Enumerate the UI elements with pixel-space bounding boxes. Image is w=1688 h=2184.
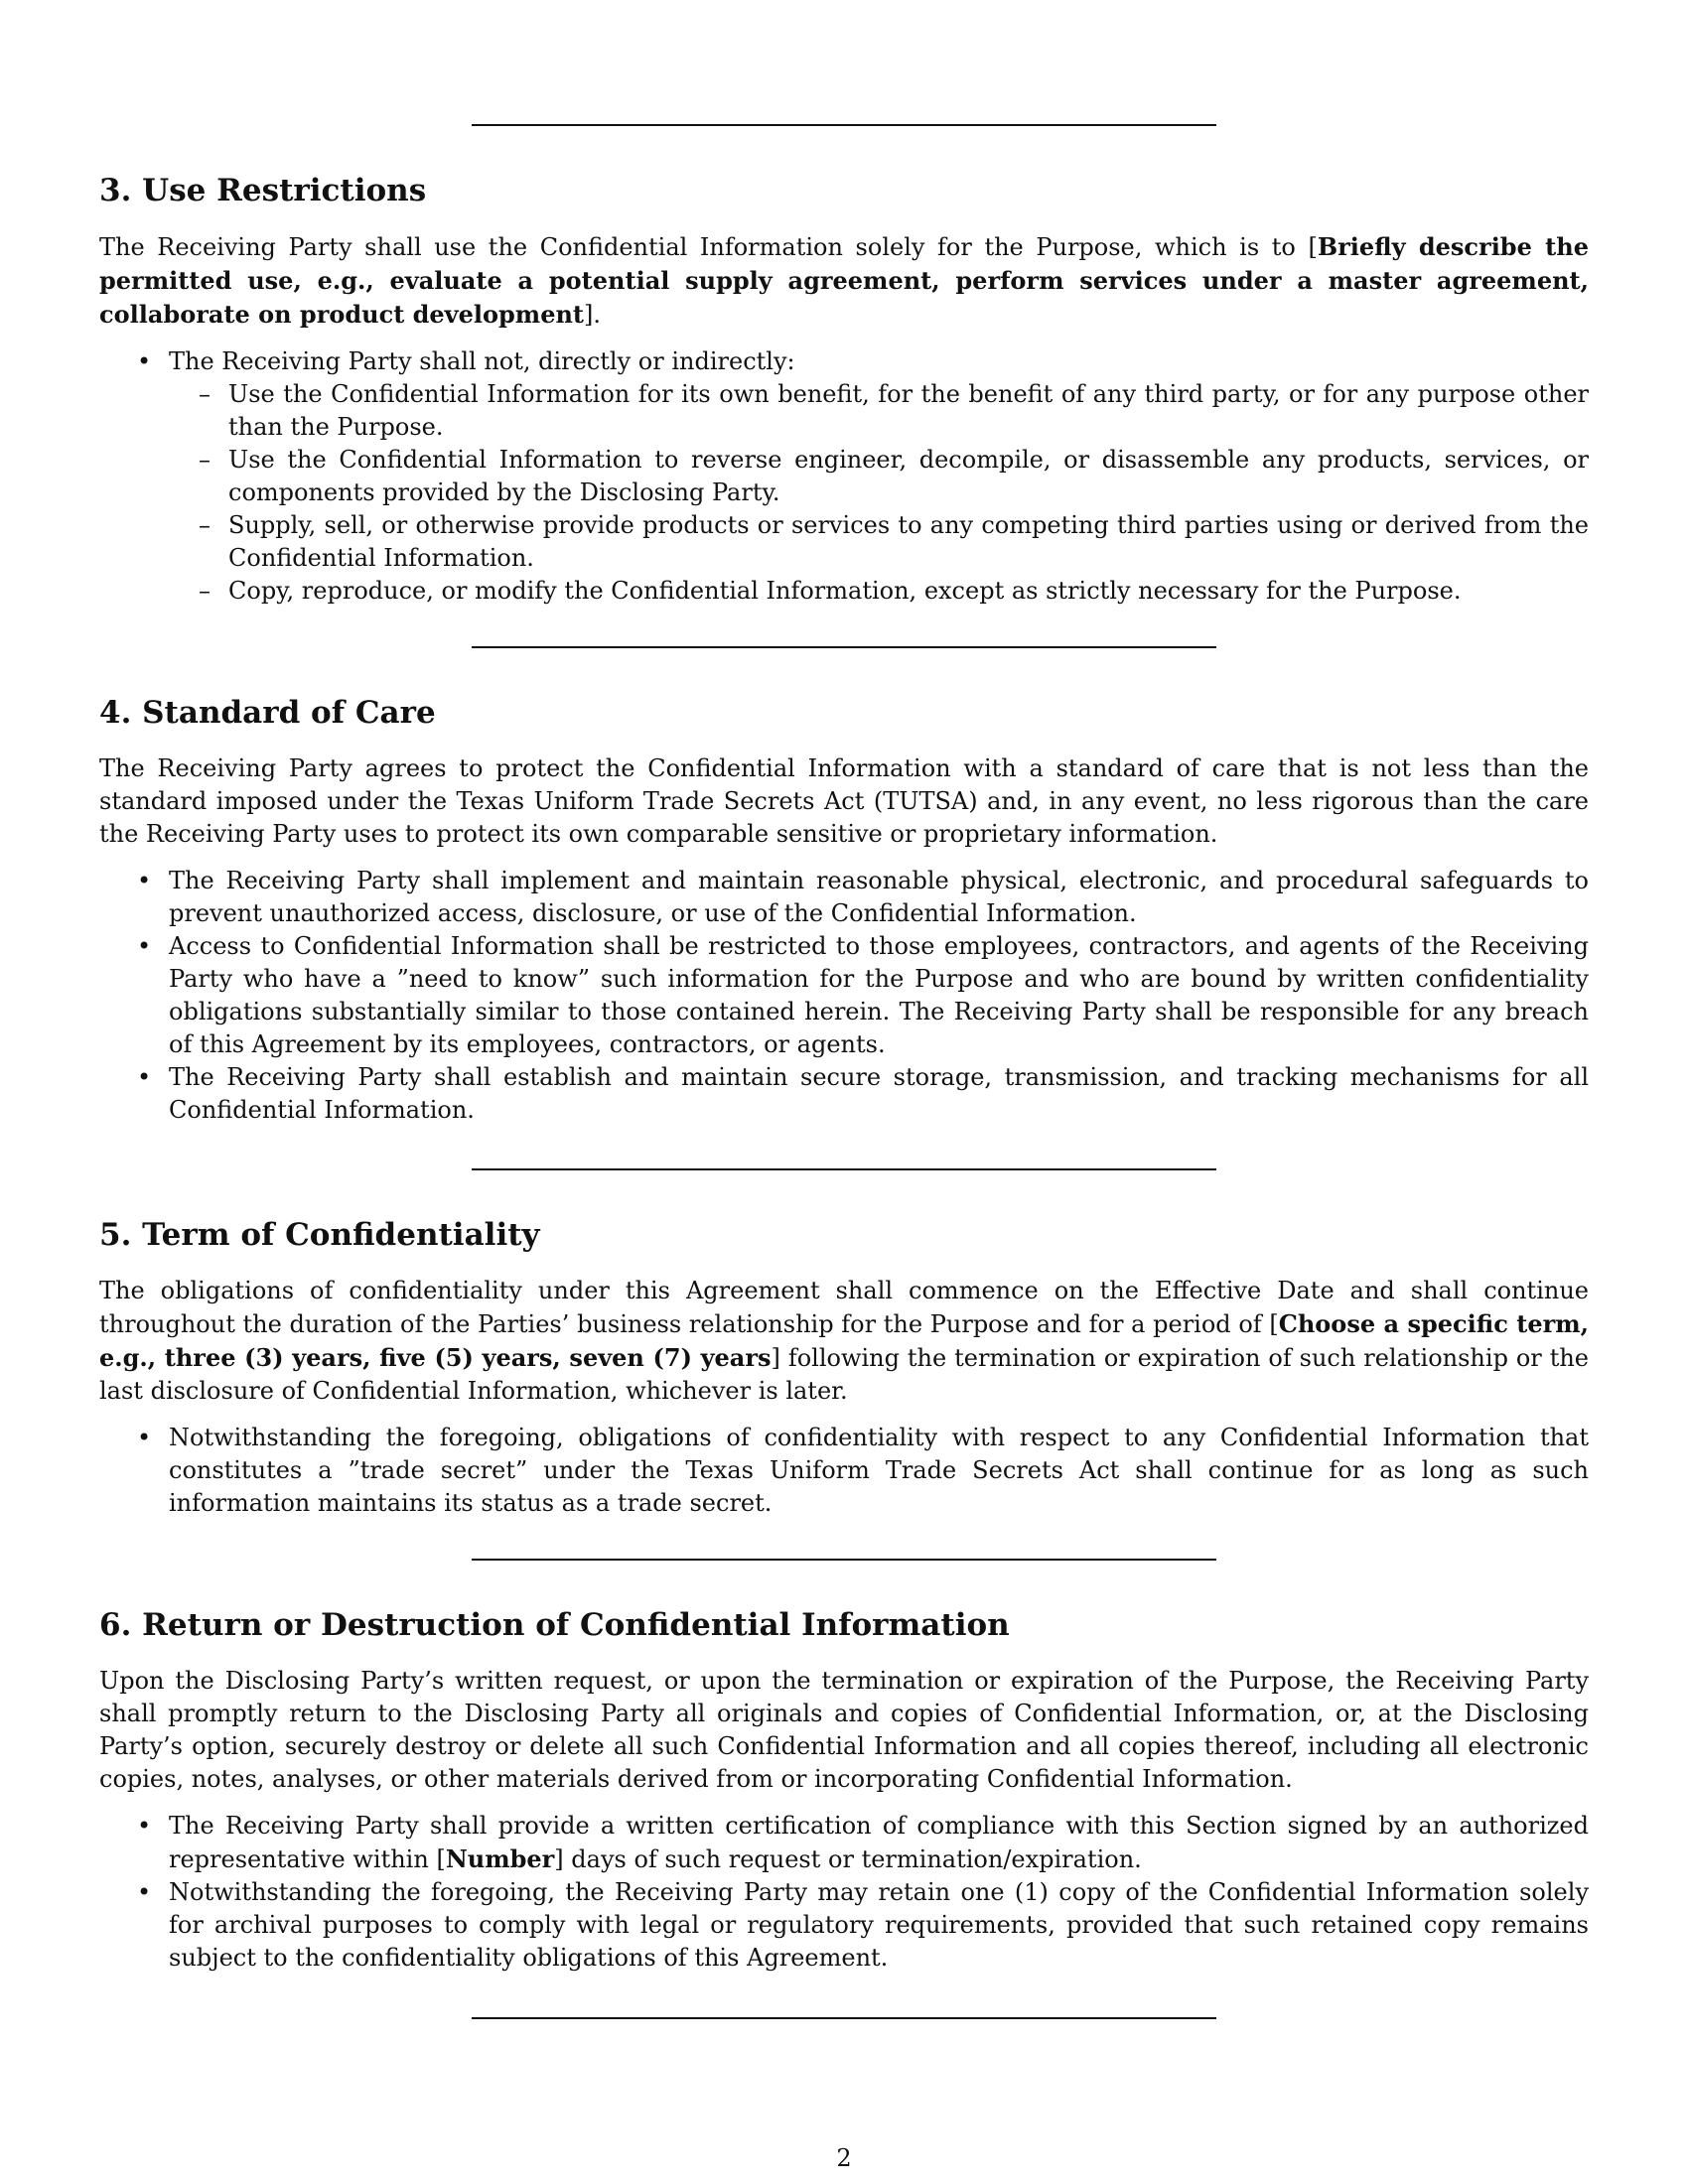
section-term-of-confidentiality — [99, 1215, 1589, 1520]
section-heading: 4. Standard of Care — [99, 695, 436, 731]
placeholder-text: Number — [445, 1844, 555, 1873]
section-use-restrictions — [99, 171, 1589, 608]
list-item: • Access to Confidential Information shall be restricted to those employees, contractors, and agents of the Receiving Party who have a ”need to know” such information for the Purpose and who are bound by written confidentiality obligations substantially similar to those contained herein. The Receiving Party shall be responsible for any breach of this Agreement by its employees, contractors, or agents. — [137, 932, 1589, 1058]
section-paragraph: The Receiving Party shall use the Confidential Information solely for the Purpose, which is to [Briefly describe the permitted use, e.g., evaluate a potential supply agreement, perform services under a master agreement, collaborate on product development]. — [99, 232, 1589, 329]
section-heading: 3. Use Restrictions — [99, 173, 427, 208]
section-return-or-destruction — [99, 1605, 1589, 1975]
section-heading: 6. Return or Destruction of Confidential Information — [99, 1607, 1010, 1643]
bullet-list — [99, 1422, 1589, 1520]
section-divider — [472, 1168, 1216, 1170]
section-paragraph: The Receiving Party agrees to protect the Confidential Information with a standard of care that is not less than the standard imposed under the Texas Uniform Trade Secrets Act (TUTSA) and, in any event, no less rigorous than the care the Receiving Party uses to protect its own comparable sensitive or proprietary information. — [99, 754, 1589, 848]
sub-list — [169, 378, 1589, 608]
page-number: 2 — [836, 2144, 852, 2172]
document-page — [99, 0, 1589, 2184]
sub-list-item: – Copy, reproduce, or modify the Confidential Information, except as strictly necessary for the Purpose. — [199, 577, 1462, 605]
placeholder-text: Choose a specific term, e.g., three (3) years, five (5) years, seven (7) years — [99, 1309, 1589, 1372]
section-paragraph: The obligations of confidentiality under this Agreement shall commence on the Effective Date and shall continue throughout the duration of the Parties’ business relationship for the Purpose and for a period of [Choose a specific term, e.g., three (3) years, five (5) years, seven (7) years] following the termination or expiration of such relationship or the last disclosure of Confidential Information, whichever is later. — [99, 1277, 1590, 1405]
sub-list-item: – Supply, sell, or otherwise provide products or services to any competing third parties using or derived from the Confidential Information. — [199, 511, 1589, 572]
sub-list-item: – Use the Confidential Information to reverse engineer, decompile, or disassemble any products, services, or components provided by the Disclosing Party. — [199, 446, 1589, 506]
sub-list-item: – Use the Confidential Information for its own benefit, for the benefit of any third party, or for any purpose other than the Purpose. — [199, 380, 1589, 441]
list-item: • The Receiving Party shall provide a written certification of compliance with this Section signed by an authorized representative within [Number] days of such request or termination/expiration. — [137, 1812, 1589, 1873]
list-item: • The Receiving Party shall implement and maintain reasonable physical, electronic, and procedural safeguards to prevent unauthorized access, disclosure, or use of the Confidential Information. — [137, 867, 1589, 927]
section-divider — [472, 2017, 1216, 2019]
section-divider — [472, 1559, 1216, 1561]
section-heading: 5. Term of Confidentiality — [99, 1217, 540, 1253]
section-divider — [472, 124, 1216, 126]
list-item: • The Receiving Party shall establish and maintain secure storage, transmission, and tracking mechanisms for all Confidential Information. — [137, 1063, 1589, 1124]
section-divider — [472, 646, 1216, 648]
list-item: • The Receiving Party shall not, directly or indirectly: – Use the Confidential Information for its own benefit, for the benefit of any third party, or for any purpose other than the Purpose. – Use the Confidential Information to reverse engineer, decompile, or disassemble any products, services, or components provided by the Disclosing Party. – Supply, sell, or otherwise provide products or services to any competing third parties using or derived from the Confidential Information. – Copy, reproduce, or modify the Confidential Information, except as strictly necessary for the Purpose. — [99, 345, 1589, 608]
bullet-list — [99, 1810, 1589, 1975]
section-standard-of-care — [99, 693, 1589, 1127]
placeholder-text: Briefly describe the permitted use, e.g., evaluate a potential supply agreement, perform services under a master agreement, collaborate on product development — [99, 232, 1589, 329]
section-paragraph: Upon the Disclosing Party’s written request, or upon the termination or expiration of the Purpose, the Receiving Party shall promptly return to the Disclosing Party all originals and copies of Confidential Information, or, at the Disclosing Party’s option, securely destroy or delete all such Confidential Information and all copies thereof, including all electronic copies, notes, analyses, or other materials derived from or incorporating Confidential Information. — [99, 1667, 1589, 1793]
list-item: • Notwithstanding the foregoing, obligations of confidentiality with respect to any Confidential Information that constitutes a ”trade secret” under the Texas Uniform Trade Secrets Act shall continue for as long as such information maintains its status as a trade secret. — [137, 1424, 1589, 1517]
bullet-list — [99, 865, 1589, 1127]
bullet-list — [99, 345, 1589, 608]
list-item: • Notwithstanding the foregoing, the Receiving Party may retain one (1) copy of the Confidential Information solely for archival purposes to comply with legal or regulatory requirements, provided that such retained copy remains subject to the confidentiality obligations of this Agreement. — [137, 1878, 1589, 1972]
